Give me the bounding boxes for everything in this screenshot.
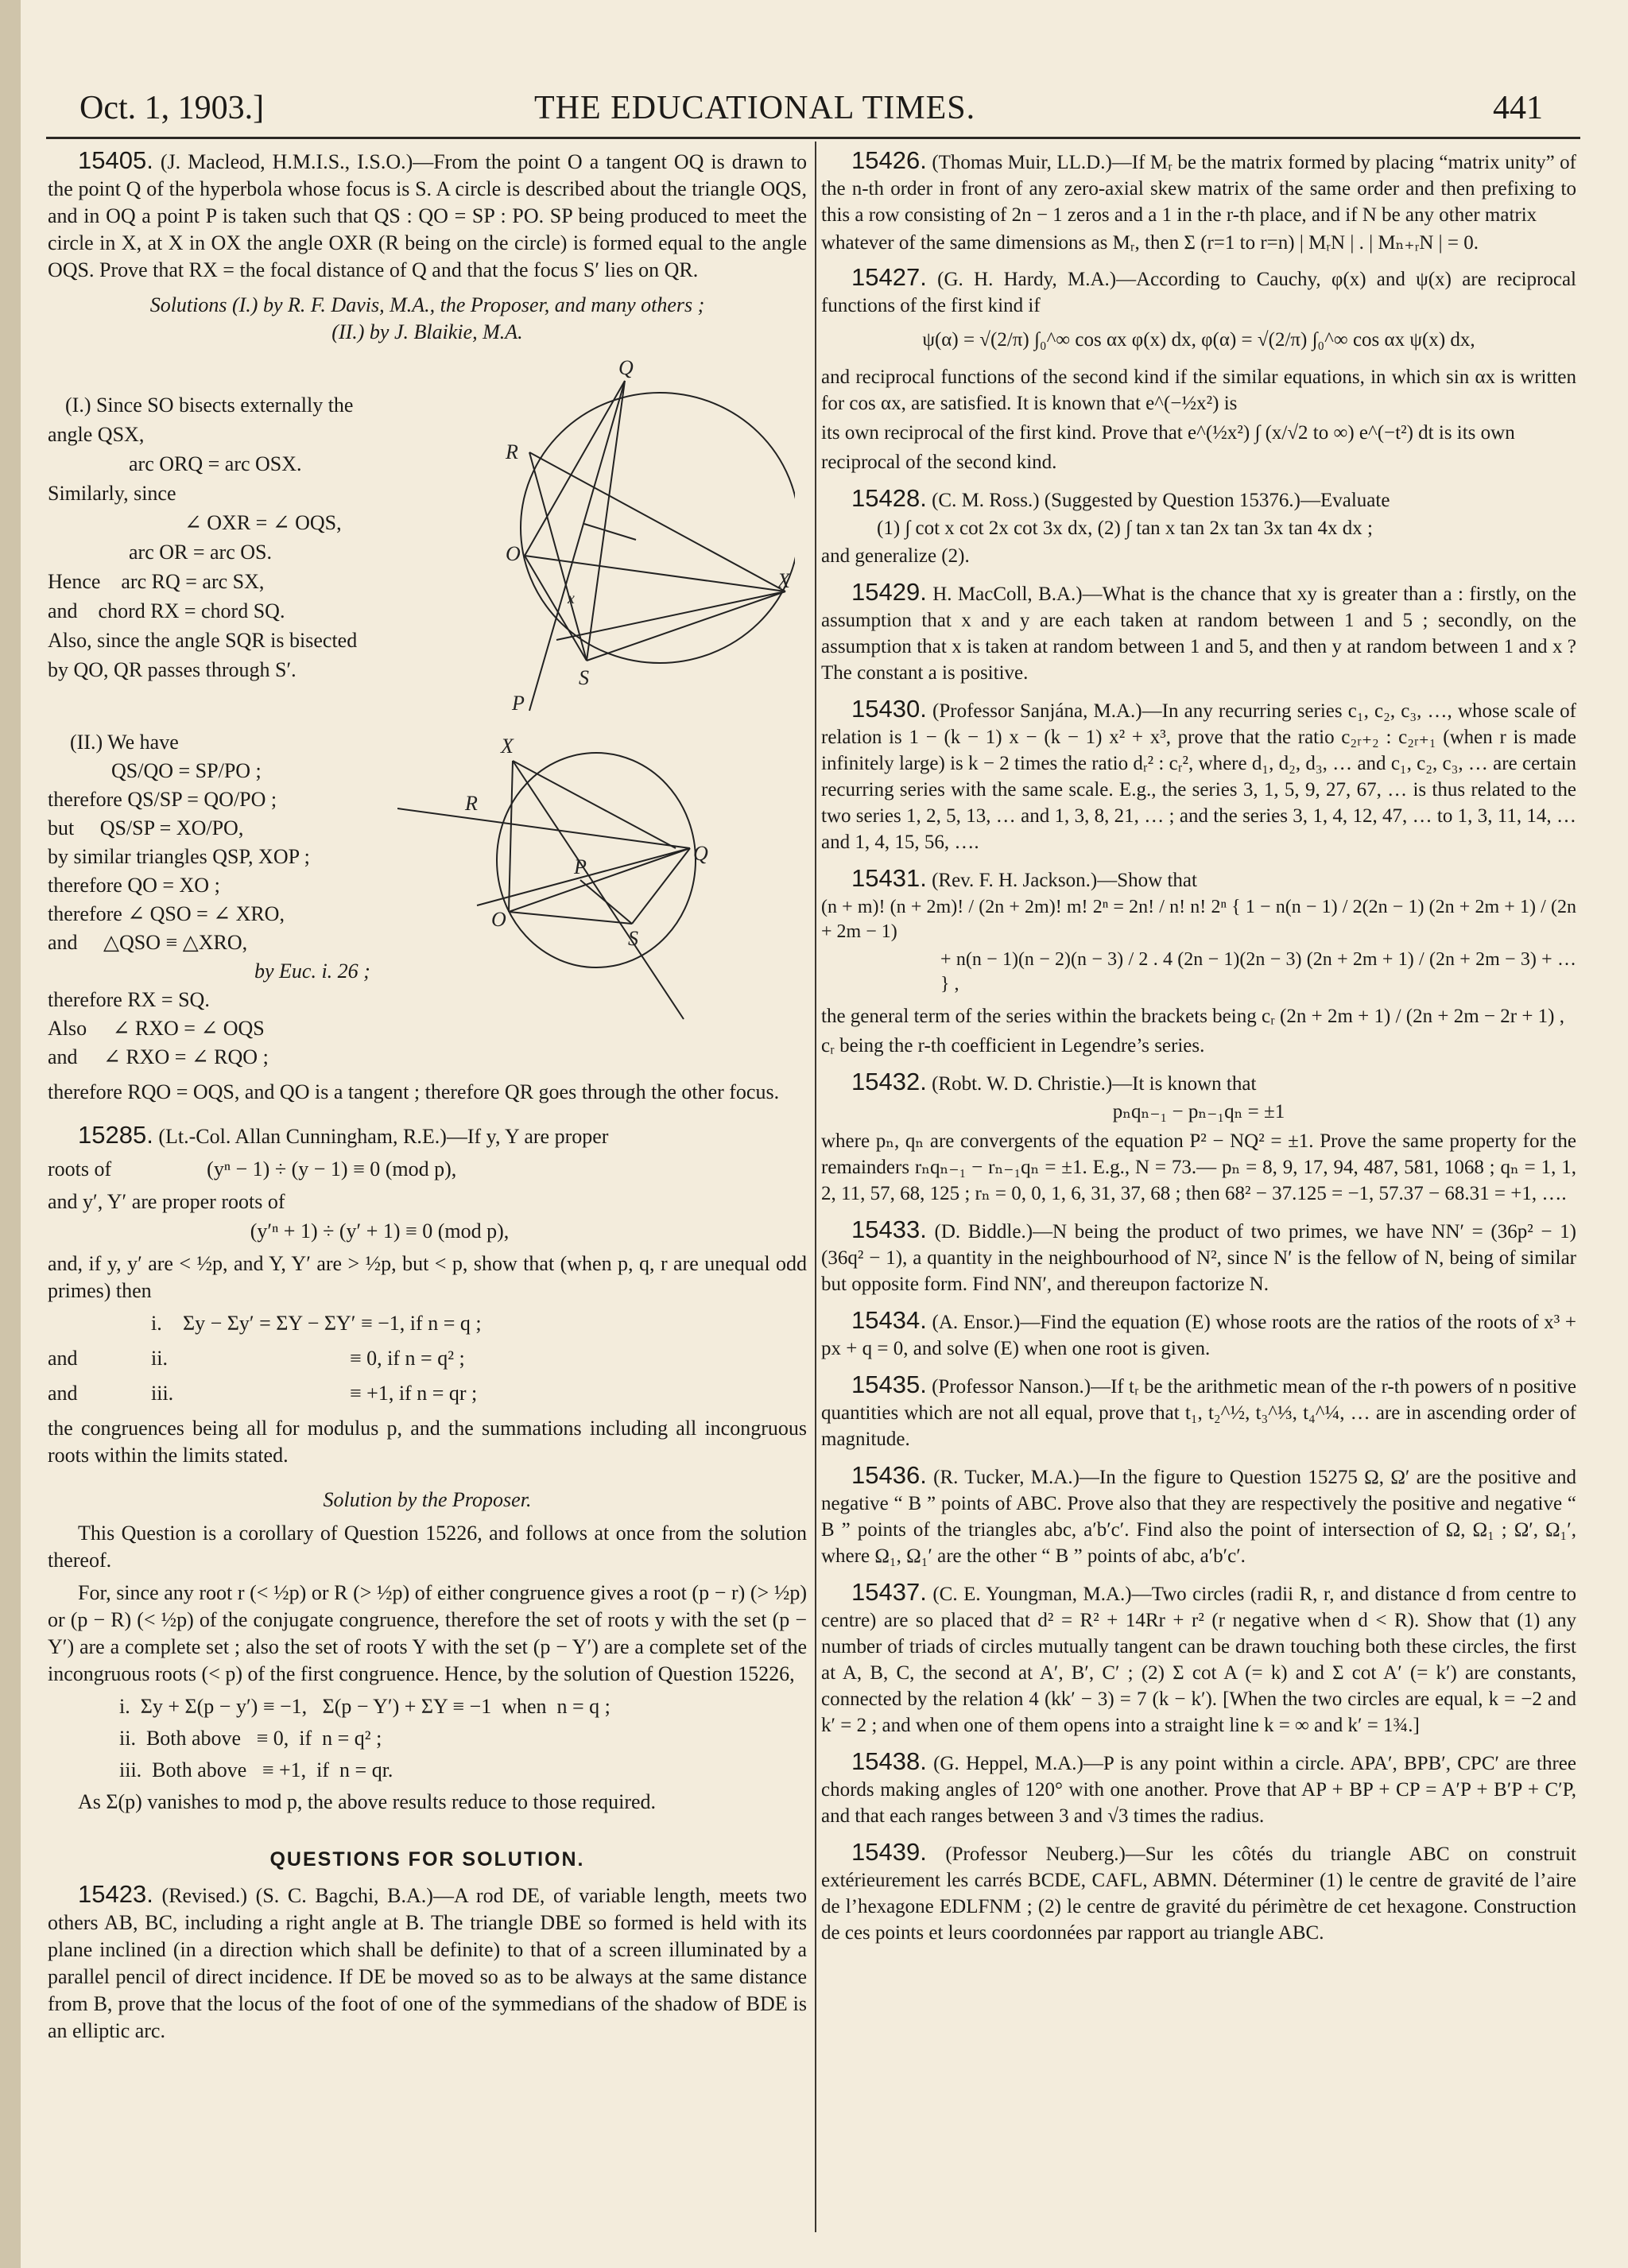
line-ps	[580, 880, 632, 924]
header-date: Oct. 1, 1903.]	[79, 90, 265, 126]
question-15285-condition: and, if y, y′ are < ½p, and Y, Y′ are > ½p, but < p, show that (when p, q, r are unequal odd primes) then	[48, 1252, 807, 1302]
question-15428-equation: (1) ∫ cot x cot 2x cot 3x dx, (2) ∫ tan x tan 2x tan 3x tan 4x dx ;	[877, 518, 1373, 539]
fig1-label-p: P	[512, 692, 525, 715]
question-15433	[821, 1216, 1576, 1297]
question-text: H. MacColl, B.A.)—What is the chance that xy is greater than a : firstly, on the assumption that x and y are each taken at random between 1 and 5 ; secondly, on the assumption that x is taken at random between 1 and 5, and then y at random between 1 and x ? The constant a is positive.	[821, 583, 1577, 684]
question-number: 15432.	[851, 1068, 927, 1095]
question-15432-equation: pₙqₙ₋₁ − pₙ₋₁qₙ = ±1	[1112, 1101, 1285, 1122]
case-row	[48, 1310, 807, 1345]
question-text: (Robt. W. D. Christie.)—It is known that	[932, 1073, 1257, 1095]
question-text: (R. Tucker, M.A.)—In the figure to Question 15275 Ω, Ω′ are the positive and negative “ B ” points of ABC. Prove also that they are respectively the positive and negative “ B ” points of the triangles abc, a′b′c′. Find also the point of intersection of Ω, Ω₁ ; Ω′, Ω₁′, where Ω₁, Ω₁′ are the other “ B ” points of abc, a′b′c′.	[821, 1467, 1577, 1567]
line-through-r	[397, 808, 690, 848]
question-15427-text-b: and reciprocal functions of the second kind if the similar equations, in which sin αx is written for cos αx, are satisfied. It is known that e^(−½x²) is	[821, 366, 1576, 414]
line-sq	[632, 848, 690, 924]
question-number: 15434.	[851, 1306, 927, 1334]
case-number: iii.	[151, 1382, 174, 1405]
sol2-line: therefore RX = SQ.	[48, 988, 210, 1011]
sol1-line: Also, since the angle SQR is bisected	[48, 629, 358, 652]
case-row	[48, 1380, 807, 1415]
questions-for-solution-heading: QUESTIONS FOR SOLUTION.	[269, 1848, 585, 1871]
solution-paragraph-1: This Question is a corollary of Question 15226, and follows at once from the solution thereof.	[48, 1522, 807, 1572]
question-number: 15436.	[851, 1461, 927, 1489]
line-qo	[525, 381, 625, 556]
fig2-label-r: R	[465, 792, 478, 815]
column-divider	[815, 142, 816, 2232]
question-15434	[821, 1307, 1576, 1362]
right-column	[821, 147, 1576, 1952]
question-number: 15433.	[851, 1215, 927, 1243]
solutions-credit-2: (II.) by J. Blaikie, M.A.	[331, 320, 523, 343]
sol2-line: therefore QS/SP = QO/PO ;	[48, 788, 277, 811]
question-text: (Professor Neuberg.)—Sur les côtés du triangle ABC on construit extérieurement les carrés BCDE, CAFL, ABMN. Déterminer (1) le centre de gravité de l’aire de l’hexagone EDLFNM ; (2) le centre de gravité du périmètre de cet hexagone. Construction de ces points et leurs coordonnées par rapport au triangle ABC.	[821, 1843, 1576, 1944]
case-expression: ≡ +1, if n = qr ;	[350, 1382, 478, 1405]
sol2-line: by Euc. i. 26 ;	[254, 960, 370, 983]
question-15427-text-c: its own reciprocal of the first kind. Prove that e^(½x²) ∫ (x/√2 to ∞) e^(−t²) dt is its own	[821, 422, 1515, 444]
question-number: 15428.	[851, 484, 927, 512]
question-text: (C. E. Youngman, M.A.)—Two circles (radii R, r, and distance d from centre to centre) are so placed that d² = R² + 14Rr + r² (r negative when d < R). Show that (1) any number of triads of circles mutually tangent can be drawn touching both these circles, the first at A, B, C, the second at A′, B′, C′ ; (2) Σ cot A (= k) and Σ cot A′ (= k′) are constants, connected by the relation 4 (kk′ − 3) = 7 (k − k′). [When the two circles are equal, k = −2 and k′ = 2 ; and when one of them opens into a straight line k = ∞ and k′ = 1¾.]	[821, 1584, 1577, 1736]
hyperbola-circle-figure-2	[397, 729, 795, 1031]
sol2-line: but QS/SP = XO/PO,	[48, 816, 244, 839]
solution-2-block	[48, 729, 807, 1079]
fig2-label-q: Q	[693, 842, 708, 865]
case-expression: Σy − Σy′ = ΣY − ΣY′ ≡ −1, if n = q ;	[183, 1312, 482, 1335]
question-15438	[821, 1748, 1576, 1829]
question-15428-text-b: and generalize (2).	[821, 545, 970, 567]
line-inner	[584, 524, 636, 540]
line-px	[556, 591, 785, 640]
question-number: 15405.	[78, 146, 153, 174]
eq-expression: (yⁿ − 1) ÷ (y − 1) ≡ 0 (mod p),	[207, 1157, 457, 1181]
question-15435	[821, 1371, 1576, 1452]
solution-heading: Solution by the Proposer.	[323, 1488, 532, 1511]
case-label: and	[48, 1347, 78, 1370]
question-text: (C. M. Ross.) (Suggested by Question 15376.)—Evaluate	[932, 490, 1390, 511]
circle-xoq	[497, 753, 696, 967]
question-15428	[821, 485, 1576, 514]
question-intro: (Lt.-Col. Allan Cunningham, R.E.)—If y, Y are proper	[158, 1125, 609, 1148]
sol2-line: QS/QO = SP/PO ;	[111, 759, 262, 782]
fig2-label-s: S	[628, 927, 638, 950]
line-xo	[509, 761, 513, 912]
question-15431	[821, 865, 1576, 894]
sol1-line: Hence arc RQ = arc SX,	[48, 570, 265, 593]
solution-1-block	[48, 357, 807, 715]
question-number: 15431.	[851, 864, 927, 892]
question-15285-line2: and y′, Y′ are proper roots of	[48, 1190, 285, 1213]
sol2-line: and ∠ RXO = ∠ RQO ;	[48, 1045, 269, 1068]
circle-oqs	[521, 393, 795, 663]
page-edge	[0, 0, 21, 2268]
question-number: 15437.	[851, 1578, 927, 1606]
question-number: 15439.	[851, 1838, 927, 1866]
question-number: 15285.	[78, 1121, 153, 1149]
sol1-line: arc OR = arc OS.	[129, 541, 272, 564]
question-15426-formula: whatever of the same dimensions as Mᵣ, then Σ (r=1 to r=n) | MᵣN | . | Mₙ₊ᵣN | = 0.	[821, 232, 1479, 254]
question-number: 15423.	[78, 1880, 153, 1908]
sol1-line: and chord RX = chord SQ.	[48, 599, 285, 622]
line-qp	[529, 381, 625, 711]
sol1-line: arc ORQ = arc OSX.	[129, 452, 302, 475]
solutions-credit-1: Solutions (I.) by R. F. Davis, M.A., the Proposer, and many others ;	[149, 293, 705, 316]
solution-1-text	[48, 357, 494, 686]
fig1-label-x: X	[777, 569, 790, 592]
solution-2-end: therefore RQO = OQS, and QO is a tangent ; therefore QR goes through the other focus.	[48, 1080, 780, 1103]
question-15431-text-c: cᵣ being the r-th coefficient in Legendre’s series.	[821, 1035, 1205, 1056]
fig2-label-x: X	[501, 735, 514, 758]
question-15431-equation-2: + n(n − 1)(n − 2)(n − 3) / 2 . 4 (2n − 1)(2n − 3) (2n + 2m + 1) / (2n + 2m − 3) + … } ,	[940, 949, 1576, 994]
header-page-number: 441	[1493, 90, 1543, 126]
sol2-line: therefore QO = XO ;	[48, 874, 220, 897]
question-15432	[821, 1068, 1576, 1097]
solution-results	[48, 1693, 807, 1789]
fig2-label-o: O	[491, 908, 506, 931]
question-text: (G. H. Hardy, M.A.)—According to Cauchy, φ(x) and ψ(x) are reciprocal functions of the first kind if	[821, 269, 1577, 316]
question-text: (Revised.) (S. C. Bagchi, B.A.)—A rod DE, of variable length, meets two others AB, BC, including a right angle at B. The triangle DBE so formed is held with its plane inclined (in a direction which shall be definite) to that of a screen illuminated by a parallel pencil of direct incidence. If DE be moved so as to be always at the same distance from B, prove that the locus of the foot of one of the symmedians of the shadow of BDE is an elliptic arc.	[48, 1884, 808, 2042]
question-number: 15426.	[851, 146, 927, 174]
sol1-line: by QO, QR passes through S′.	[48, 658, 297, 681]
fig1-label-x-small: x	[568, 590, 575, 607]
question-15436	[821, 1462, 1576, 1569]
result-line: i. Σy + Σ(p − y′) ≡ −1, Σ(p − Y′) + ΣY ≡ −1 when n = q ;	[119, 1695, 610, 1718]
question-number: 15427.	[851, 263, 927, 291]
header-title: THE EDUCATIONAL TIMES.	[534, 90, 976, 126]
sol2-line: Also ∠ RXO = ∠ OQS	[48, 1017, 265, 1040]
case-expression: ≡ 0, if n = q² ;	[350, 1347, 465, 1370]
question-number: 15435.	[851, 1370, 927, 1398]
header-rule	[46, 137, 1580, 139]
question-text: (G. Heppel, M.A.)—P is any point within a circle. APA′, BPB′, CPC′ are three chords making angles of 120° with one another. Prove that AP + BP + CP = A′P + B′P + C′P, and that each ranges between 3 and √3 times the radius.	[821, 1753, 1577, 1827]
question-15431-equation-1: (n + m)! (n + 2m)! / (2n + 2m)! m! 2ⁿ = 2n! / n! n! 2ⁿ { 1 − n(n − 1) / 2(2n − 1) (2n + 2m + 1) / (2n + 2m − 1)	[821, 897, 1576, 942]
question-text: (Thomas Muir, LL.D.)—If Mᵣ be the matrix formed by placing “matrix unity” of the n-th order in front of any zero-axial skew matrix of the same order and then prefixing to this a row consisting of 2n − 1 zeros and a 1 in the r-th place, and if N be any other matrix	[821, 152, 1577, 226]
question-15285-cases	[48, 1310, 807, 1415]
line-rx	[529, 452, 785, 591]
line-os	[525, 556, 587, 661]
solution-2-text	[48, 729, 445, 1072]
line-oq	[509, 848, 690, 912]
left-column	[48, 147, 807, 2050]
sol1-line: Similarly, since	[48, 482, 176, 505]
sol1-line: angle QSX,	[48, 423, 145, 446]
fig1-label-r: R	[506, 440, 518, 463]
fig1-label-s: S	[579, 666, 589, 689]
question-text: (D. Biddle.)—N being the product of two primes, we have NN′ = (36p² − 1)(36q² − 1), a quantity in the neighbourhood of N², since N′ is the fellow of N, being of similar but opposite form. Find NN′, and thereupon factorize N.	[821, 1221, 1576, 1295]
question-number: 15438.	[851, 1747, 927, 1775]
sol2-line: therefore ∠ QSO = ∠ XRO,	[48, 902, 285, 925]
result-line: iii. Both above ≡ +1, if n = qr.	[119, 1758, 393, 1781]
question-15285-eq2: (y′ⁿ + 1) ÷ (y′ + 1) ≡ 0 (mod p),	[250, 1219, 510, 1243]
sol2-line: by similar triangles QSP, XOP ;	[48, 845, 310, 868]
result-line: ii. Both above ≡ 0, if n = q² ;	[119, 1727, 382, 1750]
question-15427-text-d: reciprocal of the second kind.	[821, 452, 1057, 473]
question-15429	[821, 579, 1576, 686]
fig1-label-q: Q	[618, 357, 634, 379]
question-15423	[48, 1881, 807, 2045]
eq-label: roots of	[48, 1157, 112, 1181]
solution-paragraph-2: For, since any root r (< ½p) or R (> ½p) of either congruence gives a root (p − r) (> ½p) or (p − R) (< ½p) of the conjugate congruence, therefore the set of roots y with the set (p − Y′) are a complete set ; also the set of roots Y with the set (p − Y′) are a complete set of the incongruous roots (< p) of the first congruence. Hence, by the solution of Question 15226,	[48, 1581, 807, 1685]
question-15405	[48, 147, 807, 284]
question-15426	[821, 147, 1576, 228]
question-15439	[821, 1839, 1576, 1946]
question-15427-equation: ψ(α) = √(2/π) ∫₀^∞ cos αx φ(x) dx, φ(α) = √(2/π) ∫₀^∞ cos αx ψ(x) dx,	[922, 329, 1475, 351]
question-15285	[48, 1122, 807, 1150]
sol2-line: and △QSO ≡ △XRO,	[48, 931, 248, 954]
sol1-line: (I.) Since SO bisects externally the	[65, 394, 354, 417]
line-qs	[587, 381, 625, 661]
line-rs	[529, 452, 587, 661]
sol2-line: (II.) We have	[70, 731, 179, 754]
page-header	[79, 89, 1574, 142]
question-15430	[821, 696, 1576, 855]
case-row	[48, 1345, 807, 1380]
question-15285-after: the congruences being all for modulus p, and the summations including all incongruous roots within the limits stated.	[48, 1417, 807, 1467]
question-text: (J. Macleod, H.M.I.S., I.S.O.)—From the point O a tangent OQ is drawn to the point Q of the hyperbola whose focus is S. A circle is described about the triangle OQS, and in OQ a point P is taken such that QS : QO = SP : PO. SP being produced to meet the circle in X, at X in OX the angle OXR (R being on the circle) is formed equal to the angle OQS. Prove that RX = the focal distance of Q and that the focus S′ lies on QR.	[48, 150, 807, 281]
question-number: 15429.	[851, 578, 927, 606]
question-15285-eq1	[48, 1156, 807, 1183]
question-number: 15430.	[851, 695, 927, 723]
question-text: (Professor Nanson.)—If tᵣ be the arithmetic mean of the r-th powers of n positive quantities which are not all equal, prove that t₁, t₂^½, t₃^⅓, t₄^¼, … are in ascending order of magnitude.	[821, 1376, 1576, 1450]
hyperbola-circle-figure-1	[477, 357, 795, 715]
fig2-label-p: P	[574, 855, 587, 878]
case-label: and	[48, 1382, 78, 1405]
question-15437	[821, 1579, 1576, 1739]
question-15431-text-b: the general term of the series within the brackets being cᵣ (2n + 2m + 1) / (2n + 2m − 2r + 1) ,	[821, 1006, 1565, 1027]
question-15427	[821, 264, 1576, 319]
question-text: (Professor Sanjána, M.A.)—In any recurring series c₁, c₂, c₃, …, whose scale of relation is 1 − (k − 1) x − (k − 1) x² + x³, prove that the ratio c₂ᵣ₊₂ : c₂ᵣ₊₁ (when r is made infinitely large) is k − 2 times the ratio dᵣ² : cᵣ², where d₁, d₂, d₃, … and c₁, c₂, c₃, … are certain recurring series with the same scale. E.g., the series 3, 1, 5, 9, 27, 67, … is thus related to the two series 1, 2, 5, 13, … and 1, 3, 8, 21, … ; and the series 3, 1, 4, 12, 47, … to 1, 3, 11, 14, … and 1, 4, 15, 56, ….	[821, 700, 1576, 853]
case-number: i.	[151, 1312, 162, 1335]
case-number: ii.	[151, 1347, 168, 1370]
sol1-line: ∠ OXR = ∠ OQS,	[184, 511, 342, 534]
fig1-label-o: O	[506, 542, 521, 565]
question-15432-text-b: where pₙ, qₙ are convergents of the equation P² − NQ² = ±1. Prove the same property for the remainders rₙqₙ₋₁ − rₙ₋₁qₙ = ±1. E.g., N = 73.— pₙ = 8, 9, 17, 94, 487, 581, 1068 ; qₙ = 1, 1, 2, 11, 57, 68, 125 ; rₙ = 0, 0, 1, 6, 31, 37, 68 ; then 68² − 37.125 = −1, 57.37 − 68.31 = +1, ….	[821, 1130, 1576, 1204]
question-text: (Rev. F. H. Jackson.)—Show that	[932, 870, 1197, 891]
question-text: (A. Ensor.)—Find the equation (E) whose roots are the ratios of the roots of x³ + px + q = 0, and solve (E) when one root is given.	[821, 1312, 1576, 1359]
line-ox	[525, 556, 785, 591]
solution-end: As Σ(p) vanishes to mod p, the above results reduce to those required.	[78, 1790, 657, 1813]
